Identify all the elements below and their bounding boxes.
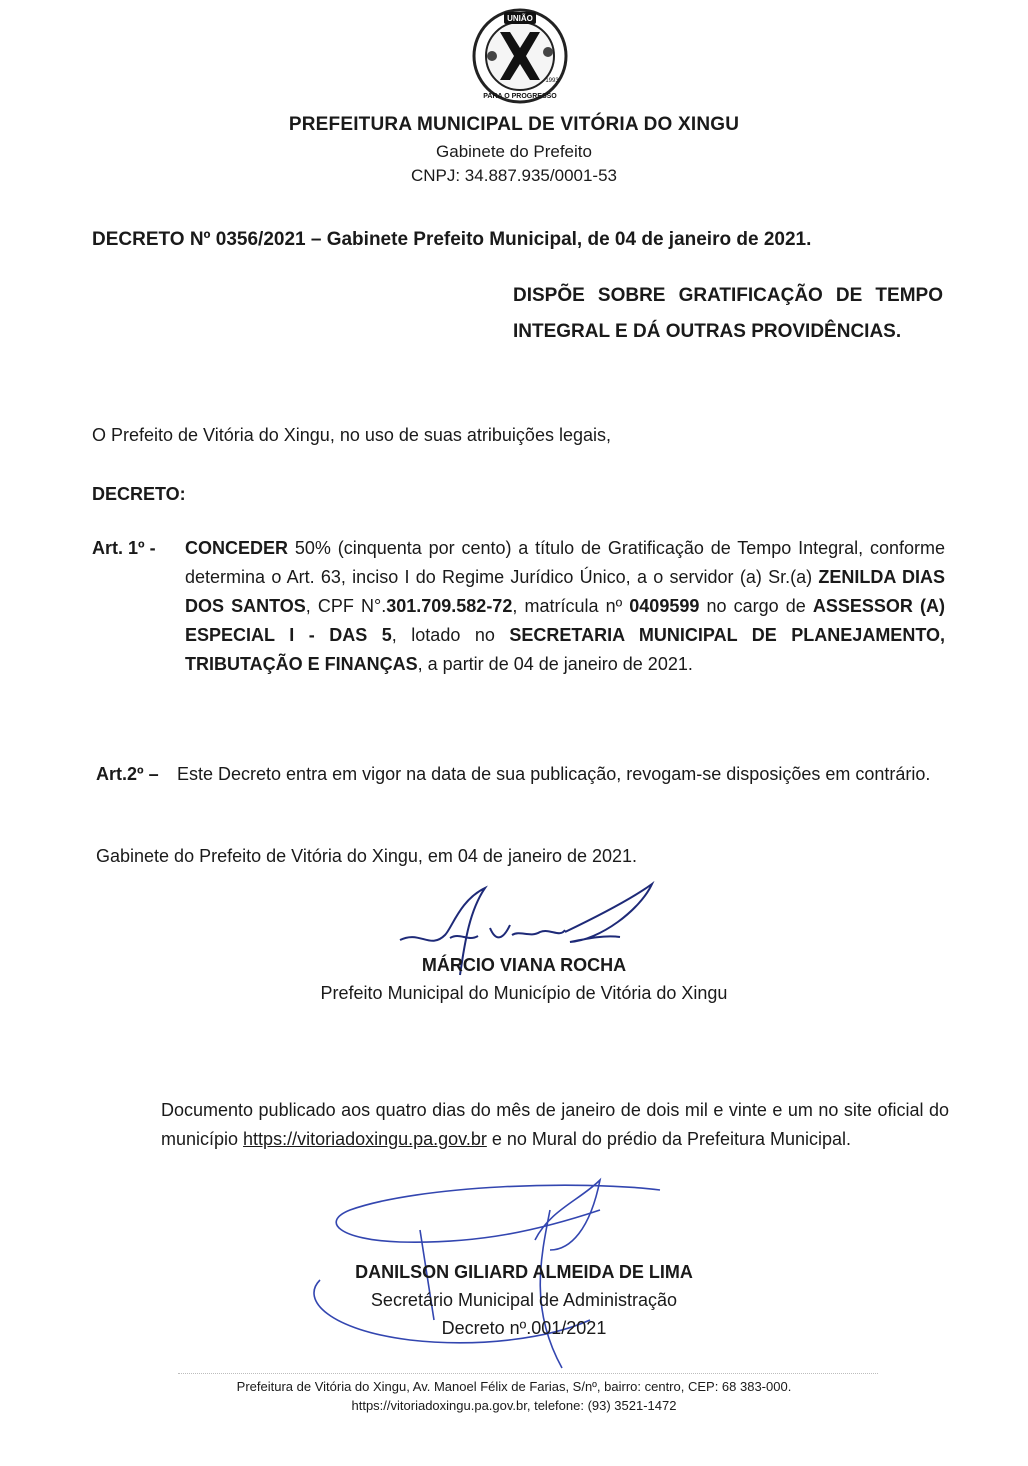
article-1-text: , lotado no [391, 625, 510, 645]
municipality-title: PREFEITURA MUNICIPAL DE VITÓRIA DO XINGU [288, 114, 740, 135]
publication-text: e no Mural do prédio da Prefeitura Municipal. [486, 1129, 852, 1149]
article-1-text: , matrícula nº [512, 596, 630, 616]
article-1-text: no cargo de [699, 596, 813, 616]
official-site-link[interactable]: https://vitoriadoxingu.pa.gov.br [243, 1129, 487, 1149]
servant-cpf: 301.709.582-72 [386, 596, 513, 616]
servant-registration: 0409599 [629, 596, 700, 616]
footer-address: Prefeitura de Vitória do Xingu, Av. Manoel Félix de Farias, S/nº, bairro: centro, CEP: 68 383-000. [236, 1379, 792, 1394]
article-2-body: Este Decreto entra em vigor na data de sua publicação, revogam-se disposições em contrário. [177, 764, 931, 784]
svg-text:1993: 1993 [545, 78, 559, 84]
mayor-role: Prefeito Municipal do Município de Vitória do Xingu [320, 983, 728, 1003]
article-1-label: Art. 1º - [92, 538, 156, 558]
article-1-text: , a partir de 04 de janeiro de 2021. [417, 654, 693, 674]
article-1-body [185, 534, 945, 679]
decree-title: DECRETO Nº 0356/2021 – Gabinete Prefeito Municipal, de 04 de janeiro de 2021. [92, 229, 812, 250]
footer-contact: https://vitoriadoxingu.pa.gov.br, telefone: (93) 3521-1472 [351, 1398, 677, 1413]
article-1-verb: CONCEDER [185, 538, 289, 558]
secretary-appointment-decree: Decreto nº.001/2021 [441, 1318, 607, 1338]
servant-position: ASSESSOR (A) ESPECIAL I - DAS 5 [185, 596, 945, 645]
secretary-role: Secretário Municipal de Administração [370, 1290, 678, 1310]
servant-department: SECRETARIA MUNICIPAL DE PLANEJAMENTO, TRIBUTAÇÃO E FINANÇAS [185, 625, 945, 674]
municipal-seal-logo [470, 6, 570, 106]
office-subtitle: Gabinete do Prefeito [436, 142, 592, 161]
decree-ementa: DISPÕE SOBRE GRATIFICAÇÃO DE TEMPO INTEGRAL E DÁ OUTRAS PROVIDÊNCIAS. [513, 285, 943, 342]
svg-text:UNIÃO: UNIÃO [507, 14, 533, 23]
publication-note [161, 1096, 949, 1154]
decreta-heading: DECRETO: [92, 484, 186, 504]
article-2-label: Art.2º – [96, 764, 159, 784]
cnpj-line: CNPJ: 34.887.935/0001-53 [410, 166, 618, 185]
article-1-text: 50% (cinquenta por cento) a título de Gratificação de Tempo Integral, conforme determina o Art. 63, inciso I do Regime Jurídico Único, a o servidor (a) Sr.(a) [185, 538, 945, 587]
footer-divider [178, 1373, 878, 1374]
servant-name: ZENILDA DIAS DOS SANTOS [185, 567, 945, 616]
secretary-name: DANILSON GILIARD ALMEIDA DE LIMA [355, 1262, 693, 1282]
decree-intro: O Prefeito de Vitória do Xingu, no uso de suas atribuições legais, [92, 425, 611, 445]
svg-text:PARA O PROGRESSO: PARA O PROGRESSO [483, 93, 557, 100]
place-and-date: Gabinete do Prefeito de Vitória do Xingu, em 04 de janeiro de 2021. [96, 846, 638, 866]
mayor-name: MÁRCIO VIANA ROCHA [421, 955, 627, 975]
article-1-text: , CPF N°. [305, 596, 387, 616]
publication-text: Documento publicado aos quatro dias do mês de janeiro de dois mil e vinte e um no site oficial do município [161, 1100, 949, 1149]
